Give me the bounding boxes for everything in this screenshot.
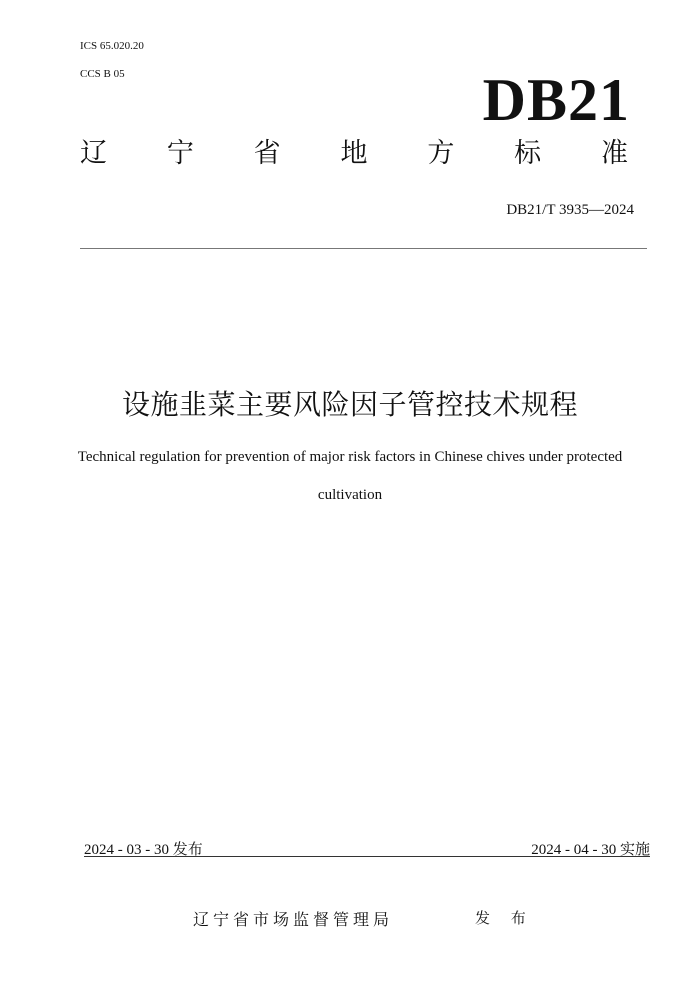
issue-date: 2024 - 03 - 30 发布: [84, 842, 203, 858]
standard-type-char: 方: [427, 138, 455, 169]
standard-number: DB21/T 3935—2024: [506, 202, 634, 218]
issuer-name: 辽宁省市场监督管理局: [193, 910, 394, 929]
standard-type-char: 地: [340, 138, 368, 169]
ccs-code: CCS B 05: [80, 68, 125, 80]
ics-code: ICS 65.020.20: [80, 40, 144, 52]
standard-type-char: 标: [514, 138, 542, 169]
standard-type: [80, 138, 628, 170]
header-divider: [80, 248, 647, 249]
implementation-date: 2024 - 04 - 30 实施: [531, 842, 650, 858]
standard-type-char: 准: [600, 138, 628, 169]
title-english: Technical regulation for prevention of major risk factors in Chinese chives under protected cultivation: [77, 449, 623, 503]
title-chinese: 设施韭菜主要风险因子管控技术规程: [121, 388, 578, 421]
standard-type-char: 省: [253, 138, 281, 169]
date-divider: [84, 856, 650, 857]
standard-type-char: 辽: [80, 138, 107, 169]
issue-label: 发 布: [475, 909, 534, 927]
standard-type-char: 宁: [166, 138, 194, 169]
standard-logo: DB21: [482, 67, 630, 133]
